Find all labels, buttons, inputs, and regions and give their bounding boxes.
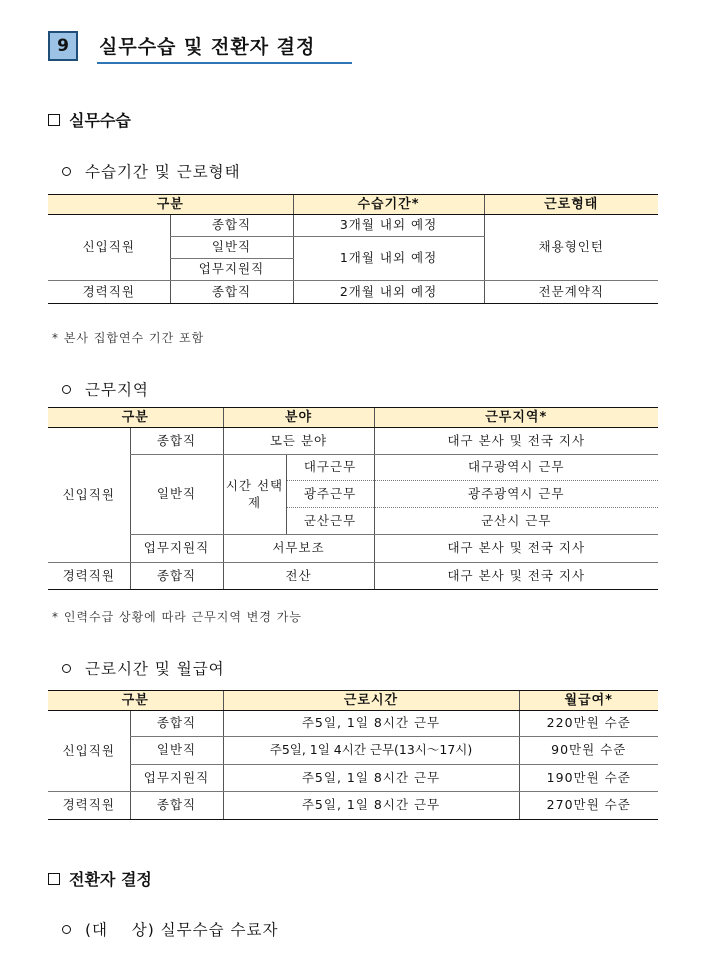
table3-hours-cell: 주5일, 1일 8시간 근무 <box>223 711 519 737</box>
table2-field-cell: 서무보조 <box>223 535 374 563</box>
table2-region-cell: 광주광역시 근무 <box>374 481 658 508</box>
circle-bullet-icon <box>62 664 71 673</box>
section-number-box: 9 <box>48 31 78 61</box>
table1-type-cell: 종합직 <box>170 215 293 237</box>
table-training-period <box>48 194 658 304</box>
table2-new-staff-cell: 신입직원 <box>48 428 130 563</box>
table2-type-cell: 종합직 <box>130 428 223 455</box>
subheading-text: (대 상) 실무수습 수료자 <box>85 921 279 939</box>
subheading-hours-pay <box>62 657 225 679</box>
table3-type-cell: 업무지원직 <box>130 765 223 792</box>
table1-career-type-cell: 종합직 <box>170 281 293 304</box>
table3-pay-cell: 220만원 수준 <box>519 711 658 737</box>
note-work-region: * 인력수급 상황에 따라 근무지역 변경 가능 <box>52 610 302 624</box>
section-title-underline <box>97 62 352 64</box>
table3-new-staff-cell: 신입직원 <box>48 711 130 792</box>
table3-hours-cell: 주5일, 1일 8시간 근무 <box>223 765 519 792</box>
table1-header-category: 구분 <box>48 195 293 215</box>
table2-career-region-cell: 대구 본사 및 전국 지사 <box>374 563 658 590</box>
heading-text: 전환자 결정 <box>69 870 152 889</box>
table1-career-period-cell: 2개월 내외 예정 <box>293 281 484 304</box>
table1-period-cell: 3개월 내외 예정 <box>293 215 484 237</box>
heading-text: 실무수습 <box>69 111 131 130</box>
table3-header-category: 구분 <box>48 691 223 711</box>
table2-type-cell: 업무지원직 <box>130 535 223 563</box>
heading-practical-training <box>48 108 131 131</box>
table1-career-staff-cell: 경력직원 <box>48 281 170 304</box>
table3-career-staff-cell: 경력직원 <box>48 792 130 820</box>
table2-header-category: 구분 <box>48 408 223 428</box>
note-training-period: * 본사 집합연수 기간 포함 <box>52 331 205 345</box>
table2-type-cell: 일반직 <box>130 455 223 535</box>
table1-career-worktype-cell: 전문계약직 <box>484 281 658 304</box>
subheading-text: 수습기간 및 근로형태 <box>85 163 241 181</box>
circle-bullet-icon <box>62 385 71 394</box>
table2-field-cell: 군산근무 <box>286 508 374 535</box>
table2-region-cell: 대구 본사 및 전국 지사 <box>374 535 658 563</box>
subheading-period-worktype <box>62 160 241 182</box>
table1-worktype-cell: 채용형인턴 <box>484 215 658 281</box>
table-work-region <box>48 407 658 590</box>
square-bullet-icon <box>48 873 60 885</box>
table3-header-hours: 근로시간 <box>223 691 519 711</box>
section-title: 실무수습 및 전환자 결정 <box>99 36 316 58</box>
table2-field-cell: 모든 분야 <box>223 428 374 455</box>
table2-field-cell: 대구근무 <box>286 455 374 481</box>
subheading-eligibility <box>62 918 278 940</box>
table1-type-cell: 일반직 <box>170 237 293 259</box>
subheading-text: 근무지역 <box>85 381 149 399</box>
table3-pay-cell: 90만원 수준 <box>519 737 658 765</box>
circle-bullet-icon <box>62 167 71 176</box>
table2-career-staff-cell: 경력직원 <box>48 563 130 590</box>
table2-region-cell: 군산시 근무 <box>374 508 658 535</box>
table3-career-type-cell: 종합직 <box>130 792 223 820</box>
table1-period-cell: 1개월 내외 예정 <box>293 237 484 281</box>
table1-new-staff-cell: 신입직원 <box>48 215 170 281</box>
table2-region-cell: 대구 본사 및 전국 지사 <box>374 428 658 455</box>
table3-pay-cell: 190만원 수준 <box>519 765 658 792</box>
table2-career-field-cell: 전산 <box>223 563 374 590</box>
table2-field-cell: 광주근무 <box>286 481 374 508</box>
table2-career-type-cell: 종합직 <box>130 563 223 590</box>
subheading-work-region <box>62 378 149 400</box>
table3-career-hours-cell: 주5일, 1일 8시간 근무 <box>223 792 519 820</box>
heading-conversion-decision <box>48 867 152 890</box>
circle-bullet-icon <box>62 925 71 934</box>
table3-type-cell: 일반직 <box>130 737 223 765</box>
table2-region-cell: 대구광역시 근무 <box>374 455 658 481</box>
table2-header-field: 분야 <box>223 408 374 428</box>
table3-header-pay: 월급여* <box>519 691 658 711</box>
square-bullet-icon <box>48 114 60 126</box>
table1-type-cell: 업무지원직 <box>170 259 293 281</box>
table-hours-pay <box>48 690 658 820</box>
table1-header-worktype: 근로형태 <box>484 195 658 215</box>
table2-header-region: 근무지역* <box>374 408 658 428</box>
subheading-text: 근로시간 및 월급여 <box>85 660 225 678</box>
table3-career-pay-cell: 270만원 수준 <box>519 792 658 820</box>
table3-type-cell: 종합직 <box>130 711 223 737</box>
table2-time-selective-cell: 시간 선택제 <box>223 455 286 535</box>
table1-header-period: 수습기간* <box>293 195 484 215</box>
table3-hours-cell: 주5일, 1일 4시간 근무(13시～17시) <box>223 737 519 765</box>
